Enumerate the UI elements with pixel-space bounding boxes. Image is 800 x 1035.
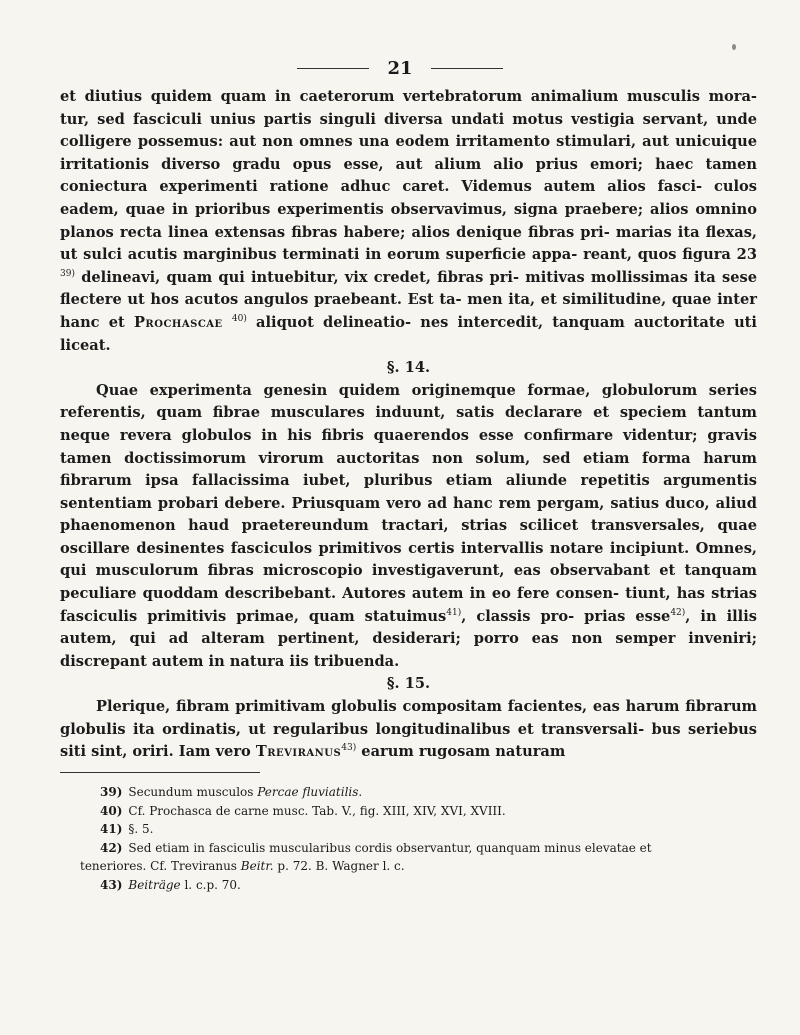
paragraph: et diutius quidem quam in caeterorum vertebratorum animalium musculis mora- tur, sed fasciculi unius partis singuli diversa undati motus vestigia servant, unde colligere possemus: aut non omnes una eodem irritamento stimulari, aut unicuique irritationis diverso gradu opus esse, aut alium alio prius emori; haec tamen coniectura experimenti ratione adhuc caret. Videmus autem alios fasci- culos eadem, quae in prioribus experimentis observavimus, signa praebere; alios omnino planos recta linea extensas fibras habere; alios denique fibras pri- marias ita flexas, ut sulci acutis marginibus terminati in eorum superficie appa- reant, quos figura 23 $^{39)}$ delineavi, quam qui intuebitur, vix credet, fibras pri- mitivas mollissimas ita sese flectere ut hos acutos angulos praebeant. Est ta- men ita, et similitudine, quae inter hanc et Prochascae $^{40)}$ aliquot delineatio- nes intercedit, tanquam auctoritate uti liceat. xyxy=(60,88,757,354)
page-header xyxy=(0,56,800,80)
main-text xyxy=(60,86,757,764)
footnote: 40) Cf. Prochasca de carne musc. Tab. V., fig. XIII, XIV, XVI, XVIII. xyxy=(100,803,506,818)
footnotes xyxy=(80,783,760,894)
section-heading: §. 14. xyxy=(386,359,431,377)
section-heading: §. 15. xyxy=(386,675,431,693)
page-number: 21 xyxy=(387,57,413,79)
author-name: Prochascae xyxy=(133,313,223,331)
paragraph: Plerique, fibram primitivam globulis compositam facientes, eas harum fibrarum globulis ita ordinatis, ut regularibus longitudinalibus et transversali- bus seriebus siti sint, oriri. Iam vero Treviranus$^{43)}$ earum rugosam naturam xyxy=(60,698,757,761)
footnote-ref: 40) xyxy=(231,313,247,324)
footnote-ref: 42) xyxy=(670,607,686,618)
header-rule-right xyxy=(431,68,503,69)
footnote: 41) §. 5. xyxy=(100,822,154,836)
ink-speck xyxy=(732,44,736,50)
footnote: 42) Sed etiam in fasciculis muscularibus cordis observantur, quanquam minus elevatae et xyxy=(100,840,652,855)
footnote: 43) Beiträge l. c.p. 70. xyxy=(100,877,241,892)
footnote-separator xyxy=(60,772,260,773)
author-name: Treviranus xyxy=(255,743,342,761)
footnote-ref: 41) xyxy=(446,607,462,618)
header-rule-left xyxy=(297,68,369,69)
paragraph: Quae experimenta genesin quidem originemque formae, globulorum series referentis, quam fibrae musculares induunt, satis declarare et speciem tantum neque revera globulos in his fibris quaerendos esse confirmare videntur; gravis tamen doctissimorum virorum auctoritas non solum, sed etiam forma harum fibrarum ipsa fallacissima iubet, pluribus etiam aliunde repetitis argumentis sententiam probari debere. Priusquam vero ad hanc rem pergam, satius duco, aliud phaenomenon haud praetereundum tractari, strias scilicet transversales, quae oscillare desinentes fasciculos primitivos certis intervallis notare incipiunt. Omnes, qui musculorum fibras microscopio investigaverunt, eas observabant et tanquam peculiare quoddam describebant. Autores autem in eo fere consen- tiunt, has strias fasciculis primitivis primae, quam statuimus$^{41)}$, classis pro- prias esse$^{42)}$, in illis autem, qui ad alteram pertinent, desiderari; porro eas non semper inveniri; discrepant autem in natura iis tribuenda. xyxy=(60,381,757,670)
footnote-continuation: teneriores. Cf. Treviranus Beitr. p. 72. B. Wagner l. c. xyxy=(80,859,405,873)
footnote-ref: 39) xyxy=(60,268,75,279)
footnote: 39) Secundum musculos Percae fluviatilis. xyxy=(100,785,363,799)
footnote-ref: 43) xyxy=(341,743,357,754)
